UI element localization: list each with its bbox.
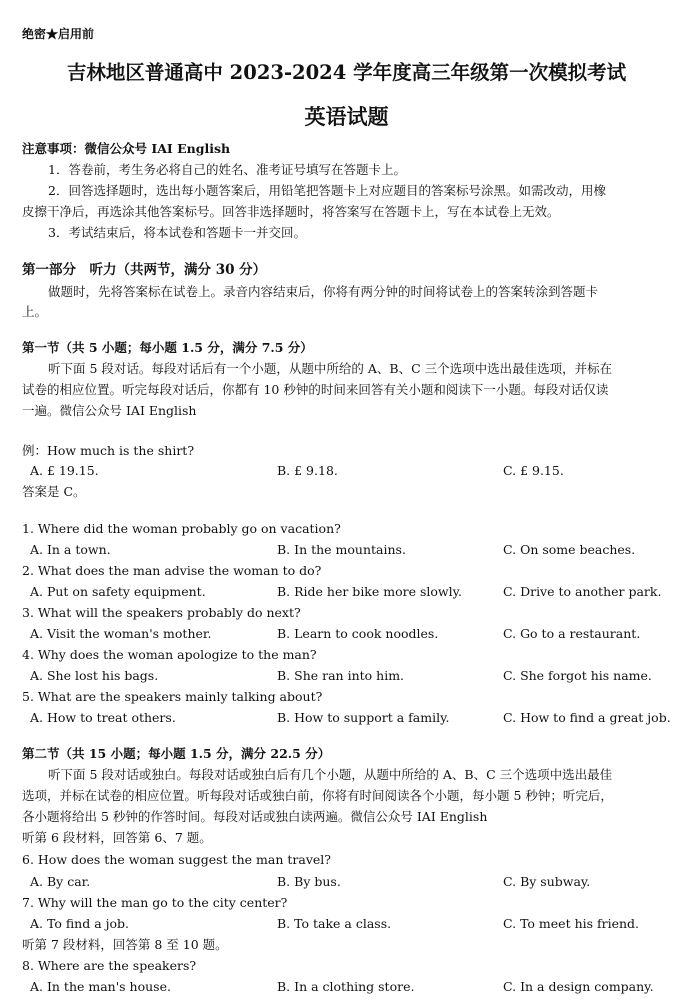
section1-intro: 试卷的相应位置。听完每段对话后，你都有 10 秒钟的时间来回答有关小题和阅读下一小题。每段对话仅读 (22, 382, 609, 397)
option-b: B. She ran into him. (277, 668, 405, 683)
option-a: A. She lost his bags. (30, 668, 159, 683)
part1-intro: 上。 (22, 304, 48, 319)
part1-intro: 做题时，先将答案标在试卷上。录音内容结束后，你将有两分钟的时间将试卷上的答案转涂到答题卡 (48, 284, 599, 299)
question: 3. What will the speakers probably do next? (22, 605, 301, 620)
material-instruction: 听第 6 段材料，回答第 6、7 题。 (22, 830, 212, 845)
section2-heading: 第二节（共 15 小题；每小题 1.5 分，满分 22.5 分） (22, 746, 331, 761)
notice-heading: 注意事项：微信公众号 IAI English (22, 141, 231, 156)
option-a: A. How to treat others. (30, 710, 176, 725)
notice-item: 3．考试结束后，将本试卷和答题卡一并交回。 (48, 225, 306, 240)
option-c: C. By subway. (503, 874, 591, 889)
material-instruction: 听第 7 段材料，回答第 8 至 10 题。 (22, 937, 228, 952)
option-a: A. By car. (30, 874, 91, 889)
question: 1. Where did the woman probably go on vacation? (22, 521, 341, 536)
exam-subtitle: 英语试题 (304, 104, 389, 129)
question: 5. What are the speakers mainly talking about? (22, 689, 323, 704)
part1-heading: 第一部分 听力（共两节，满分 30 分） (22, 262, 267, 278)
option-b: B. Ride her bike more slowly. (277, 584, 462, 599)
option-c: C. She forgot his name. (503, 668, 652, 683)
option-a: A. Put on safety equipment. (30, 584, 206, 599)
option-b: B. In a clothing store. (277, 979, 415, 994)
option-b: B. In the mountains. (277, 542, 406, 557)
option-a: A. In a town. (30, 542, 111, 557)
example-option-b: B. £ 9.18. (277, 463, 338, 478)
option-c: C. On some beaches. (503, 542, 636, 557)
section1-intro: 一遍。微信公众号 IAI English (22, 403, 197, 418)
option-c: C. In a design company. (503, 979, 654, 994)
option-b: B. By bus. (277, 874, 341, 889)
section2-intro: 选项，并标在试卷的相应位置。听每段对话或独白前，你将有时间阅读各个小题，每小题 5 秒钟；听完后， (22, 788, 613, 803)
exam-title: 吉林地区普通高中 2023-2024 学年度高三年级第一次模拟考试 (66, 61, 627, 84)
option-c: C. To meet his friend. (503, 916, 640, 931)
option-c: C. Go to a restaurant. (503, 626, 641, 641)
notice-item: 1．答卷前，考生务必将自己的姓名、准考证号填写在答题卡上。 (48, 162, 406, 177)
confidential-mark: 绝密★启用前 (22, 27, 95, 41)
example-option-a: A. £ 19.15. (30, 463, 99, 478)
question: 6. How does the woman suggest the man travel? (22, 852, 331, 867)
option-c: C. How to find a great job. (503, 710, 671, 725)
notice-item: 2．回答选择题时，选出每小题答案后，用铅笔把答题卡上对应题目的答案标号涂黑。如需改动，用橡 (48, 183, 606, 198)
option-c: C. Drive to another park. (503, 584, 662, 599)
example-answer: 答案是 C。 (22, 484, 86, 499)
notice-item: 皮擦干净后，再选涂其他答案标号。回答非选择题时，将答案写在答题卡上，写在本试卷上无效。 (22, 204, 560, 219)
option-b: B. How to support a family. (277, 710, 450, 725)
section1-intro: 听下面 5 段对话。每段对话后有一个小题，从题中所给的 A、B、C 三个选项中选出最佳选项，并标在 (48, 361, 613, 376)
section1-heading: 第一节（共 5 小题；每小题 1.5 分，满分 7.5 分） (22, 340, 313, 355)
option-b: B. To take a class. (277, 916, 392, 931)
section2-intro: 各小题将给出 5 秒钟的作答时间。每段对话或独白读两遍。微信公众号 IAI English (22, 809, 488, 824)
option-a: A. To find a job. (30, 916, 130, 931)
question: 2. What does the man advise the woman to do? (22, 563, 322, 578)
question: 4. Why does the woman apologize to the man? (22, 647, 317, 662)
example-question: 例：How much is the shirt? (22, 443, 195, 458)
section2-intro: 听下面 5 段对话或独白。每段对话或独白后有几个小题，从题中所给的 A、B、C 三个选项中选出最佳 (48, 767, 613, 782)
question: 8. Where are the speakers? (22, 958, 197, 973)
option-b: B. Learn to cook noodles. (277, 626, 439, 641)
option-a: A. Visit the woman's mother. (30, 626, 212, 641)
question: 7. Why will the man go to the city center? (22, 895, 288, 910)
option-a: A. In the man's house. (30, 979, 171, 994)
example-option-c: C. £ 9.15. (503, 463, 564, 478)
